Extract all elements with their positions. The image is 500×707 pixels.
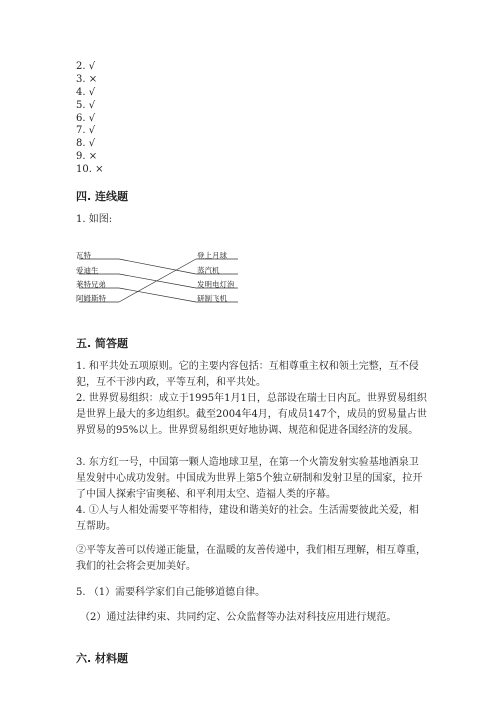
answer-5-part-2: （2）通过法律约束、共同约定、公众监督等办法对科技应用进行规范。 <box>80 612 397 623</box>
match-right-1: 登上月球 <box>197 251 227 260</box>
match-right-4: 研制飞机 <box>197 294 227 303</box>
answer-4-part-2: ②平等友善可以传递正能量，在温暖的友善传递中，我们相互理解，相互尊重，我们的社会将会更加美好。 <box>76 545 426 572</box>
match-left-4: 阿姆斯特 <box>76 294 106 303</box>
section-6-title: 六. 材料题 <box>76 652 129 665</box>
match-right-2: 蒸汽机 <box>197 266 220 275</box>
match-right-3: 发明电灯泡 <box>197 280 235 289</box>
match-left-2: 爱迪生 <box>76 266 99 275</box>
section-4-title: 四. 连线题 <box>76 190 129 203</box>
answer-item: 8. √ <box>76 138 96 150</box>
connector-wright <box>119 288 196 302</box>
answer-4: 4. ①人与人相处需要平等相待，建设和谐美好的社会。生活需要彼此关爱，相互帮助。 <box>76 505 419 532</box>
match-left-1: 瓦特 <box>76 251 91 260</box>
answer-item: 4. √ <box>76 86 96 98</box>
connector-edison <box>119 274 196 288</box>
answer-list <box>76 61 103 177</box>
connector-watt <box>119 259 196 274</box>
answer-item: 5. √ <box>76 99 96 111</box>
answer-item: 2. √ <box>76 61 96 72</box>
match-lines <box>76 246 246 306</box>
answer-item: 9. × <box>76 151 98 163</box>
answer-5-part-1: 5. （1）需要科学家们自己能够道德自律。 <box>76 587 266 598</box>
answer-item: 10. × <box>76 164 104 176</box>
matching-diagram <box>76 246 246 306</box>
answer-2: 2. 世界贸易组织：成立于1995年1月1日，总部设在瑞士日内瓦。世界贸易组织是世界上最大的多边组织。截至2004年4月，有成员147个，成员的贸易量占世界贸易的95%以上。世界贸易组织更好地协调、规范和促进各国经济的发展。 <box>76 393 427 436</box>
section-4-intro: 1. 如图: <box>76 214 113 225</box>
connector-armstrong <box>119 259 196 302</box>
answer-1: 1. 和平共处五项原则。它的主要内容包括：互相尊重主权和领土完整，互不侵犯，互不干涉内政，平等互利，和平共处。 <box>76 361 419 388</box>
section-5-title: 五. 简答题 <box>76 337 129 350</box>
match-left-3: 莱特兄弟 <box>76 280 106 289</box>
answer-item: 7. √ <box>76 125 96 137</box>
answer-3: 3. 东方红一号，中国第一颗人造地球卫星，在第一个火箭发射实验基地酒泉卫星发射中心成功发射。中国成为世界上第5个独立研制和发射卫星的国家，拉开了中国人探索宇宙奥秘、和平利用太空、造福人类的序幕。 <box>76 457 423 500</box>
answer-item: 3. × <box>76 73 98 85</box>
answer-item: 6. √ <box>76 112 96 124</box>
